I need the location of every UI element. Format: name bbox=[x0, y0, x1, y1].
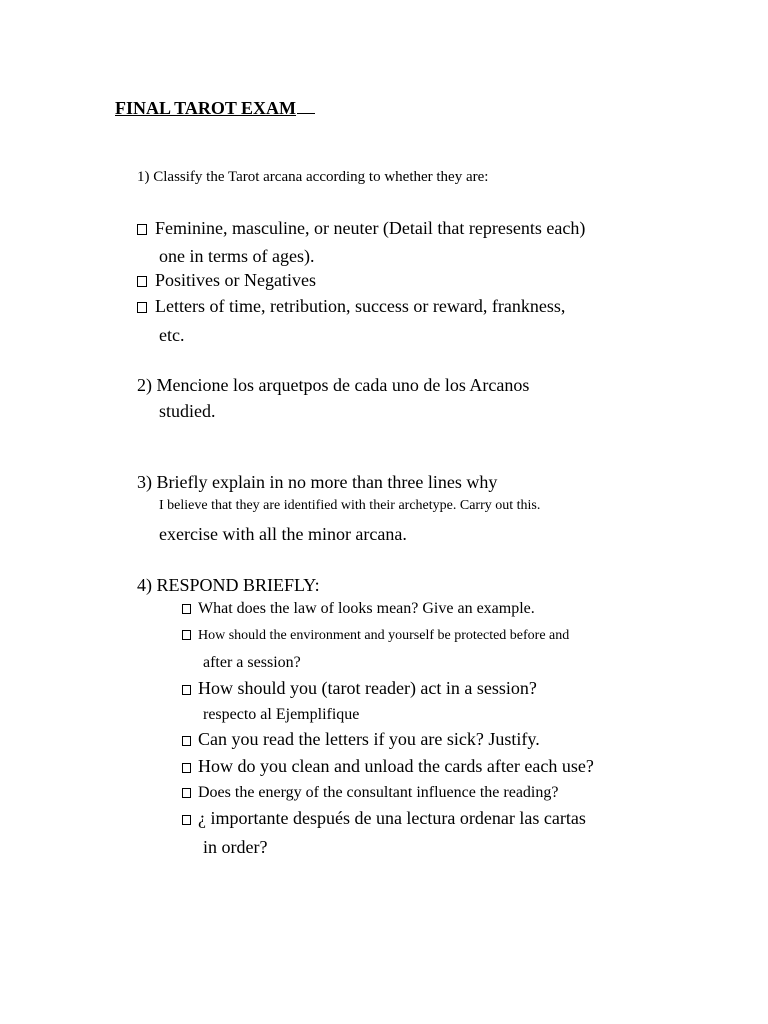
q4-item-4-text: Can you read the letters if you are sick? Justify. bbox=[198, 729, 540, 749]
q4-item-4 bbox=[182, 730, 540, 748]
checkbox-bullet-icon bbox=[182, 685, 191, 695]
title-underline-tail bbox=[297, 100, 315, 114]
question-3-line-2: I believe that they are identified with their archetype. Carry out this. bbox=[159, 498, 541, 513]
q1-bullet-2-text: Positives or Negatives bbox=[155, 270, 316, 290]
q4-item-5 bbox=[182, 757, 594, 775]
question-3-line-3: exercise with all the minor arcana. bbox=[159, 524, 407, 544]
q4-item-2 bbox=[182, 629, 569, 643]
question-2-line-1: 2) Mencione los arquetpos de cada uno de los Arcanos bbox=[137, 375, 530, 395]
q4-item-5-text: How do you clean and unload the cards after each use? bbox=[198, 756, 594, 776]
q1-bullet-1 bbox=[137, 219, 585, 237]
exam-title-text: FINAL TAROT EXAM bbox=[115, 98, 297, 118]
q4-item-3-text: How should you (tarot reader) act in a session? bbox=[198, 678, 537, 698]
q1-bullet-1-continued: one in terms of ages). bbox=[159, 246, 315, 266]
checkbox-bullet-icon bbox=[182, 788, 191, 798]
q4-item-2-continued: after a session? bbox=[203, 654, 301, 671]
q4-item-3 bbox=[182, 679, 537, 697]
q4-item-7-continued: in order? bbox=[203, 837, 268, 857]
question-2-line-2: studied. bbox=[159, 401, 216, 421]
q4-item-3-continued: respecto al Ejemplifique bbox=[203, 706, 360, 723]
q1-bullet-3-continued: etc. bbox=[159, 325, 185, 345]
q1-bullet-1-text: Feminine, masculine, or neuter (Detail that represents each) bbox=[155, 218, 586, 238]
q1-bullet-3 bbox=[137, 297, 565, 315]
question-1-prompt: 1) Classify the Tarot arcana according to whether they are: bbox=[137, 169, 489, 185]
q1-bullet-3-text: Letters of time, retribution, success or reward, frankness, bbox=[155, 296, 566, 316]
checkbox-bullet-icon bbox=[137, 224, 147, 235]
q4-item-1-text: What does the law of looks mean? Give an example. bbox=[198, 600, 535, 617]
checkbox-bullet-icon bbox=[182, 630, 191, 640]
q4-item-7-text: ¿ importante después de una lectura ordenar las cartas bbox=[198, 808, 586, 828]
checkbox-bullet-icon bbox=[182, 763, 191, 773]
q4-item-1 bbox=[182, 601, 535, 617]
checkbox-bullet-icon bbox=[182, 815, 191, 825]
question-3-line-1: 3) Briefly explain in no more than three lines why bbox=[137, 472, 498, 492]
question-4-heading: 4) RESPOND BRIEFLY: bbox=[137, 575, 320, 595]
checkbox-bullet-icon bbox=[137, 302, 147, 313]
checkbox-bullet-icon bbox=[182, 604, 191, 614]
checkbox-bullet-icon bbox=[182, 736, 191, 746]
q4-item-2-text: How should the environment and yourself be protected before and bbox=[198, 628, 570, 643]
q4-item-6 bbox=[182, 785, 558, 801]
checkbox-bullet-icon bbox=[137, 276, 147, 287]
q4-item-6-text: Does the energy of the consultant influence the reading? bbox=[198, 784, 559, 801]
q4-item-7 bbox=[182, 809, 586, 827]
q1-bullet-2 bbox=[137, 271, 316, 289]
exam-title bbox=[115, 99, 315, 117]
